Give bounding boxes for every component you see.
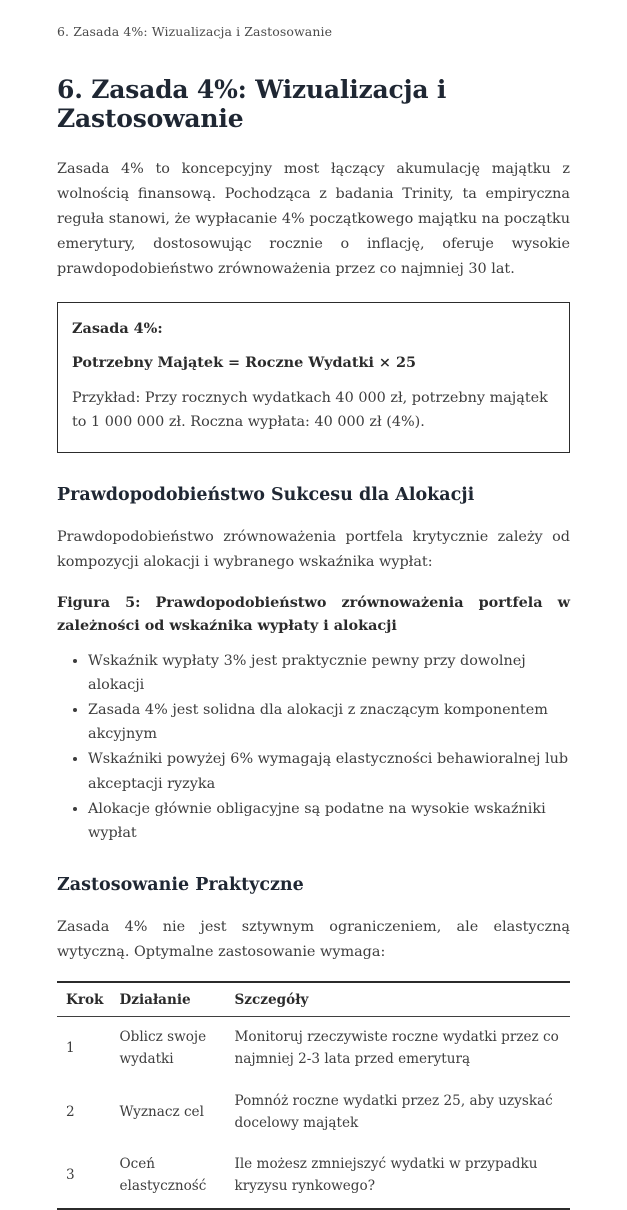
page-header-breadcrumb: 6. Zasada 4%: Wizualizacja i Zastosowanie: [57, 24, 333, 39]
rule-highlight-box: [57, 302, 570, 452]
list-item: • Wskaźnik wypłaty 3% jest praktycznie pewny przy dowolnej alokacji: [88, 649, 570, 697]
list-item: • Wskaźniki powyżej 6% wymagają elastyczności behawioralnej lub akceptacji ryzyka: [88, 747, 570, 795]
cell-action: Oblicz swoje wydatki: [119, 1029, 207, 1068]
cell-action: Wyznacz cel: [119, 1103, 204, 1120]
table-header-dzialanie: Działanie: [111, 982, 226, 1017]
section-heading-allocation: Prawdopodobieństwo Sukcesu dla Alokacji: [57, 484, 475, 505]
allocation-bullet-list: [57, 649, 570, 846]
steps-table: [57, 981, 570, 1210]
cell-step: 3: [66, 1167, 75, 1184]
section-heading-practice: Zastosowanie Praktyczne: [57, 875, 304, 896]
cell-details: Pomnóż roczne wydatki przez 25, aby uzyskać docelowy majątek: [234, 1092, 553, 1131]
figure-5-caption: Figura 5: Prawdopodobieństwo zrównoważenia portfela w zależności od wskaźnika wypłaty i alokacji: [57, 593, 570, 634]
list-item: • Zasada 4% jest solidna dla alokacji z znaczącym komponentem akcyjnym: [88, 698, 570, 746]
list-item: • Alokacje głównie obligacyjne są podatne na wysokie wskaźniki wypłat: [88, 797, 570, 845]
cell-details: Monitoruj rzeczywiste roczne wydatki przez co najmniej 2-3 lata przed emeryturą: [234, 1029, 559, 1068]
cell-action: Oceń elastyczność: [119, 1156, 207, 1195]
table-header-szczegoly: Szczegóły: [226, 982, 570, 1017]
cell-details: Ile możesz zmniejszyć wydatki w przypadku kryzysu rynkowego?: [234, 1156, 538, 1195]
table-header-krok: Krok: [57, 982, 111, 1017]
rule-box-example: Przykład: Przy rocznych wydatkach 40 000 zł, potrzebny majątek to 1 000 000 zł. Roczna wypłata: 40 000 zł (4%).: [72, 389, 548, 431]
allocation-paragraph: Prawdopodobieństwo zrównoważenia portfela krytycznie zależy od kompozycji alokacji i wybranego wskaźnika wypłat:: [57, 528, 570, 570]
table-row: [57, 1017, 570, 1081]
table-header-row: [57, 982, 570, 1017]
cell-step: 2: [66, 1103, 75, 1120]
intro-paragraph: Zasada 4% to koncepcyjny most łączący akumulację majątku z wolnością finansową. Pochodząca z badania Trinity, ta empiryczna reguła stanowi, że wypłacanie 4% początkowego majątku na początku emerytury, dostosowując rocznie o inflację, oferuje wysokie prawdopodobieństwo zrównoważenia przez co najmniej 30 lat.: [57, 161, 570, 278]
cell-step: 1: [66, 1040, 75, 1057]
rule-box-formula: Potrzebny Majątek = Roczne Wydatki × 25: [72, 353, 417, 371]
page-title: 6. Zasada 4%: Wizualizacja i Zastosowanie: [57, 75, 447, 133]
table-row: [57, 1081, 570, 1145]
rule-box-heading: Zasada 4%:: [72, 320, 163, 338]
practice-paragraph: Zasada 4% nie jest sztywnym ograniczeniem, ale elastyczną wytyczną. Optymalne zastosowanie wymaga:: [57, 919, 570, 961]
table-row: [57, 1144, 570, 1209]
